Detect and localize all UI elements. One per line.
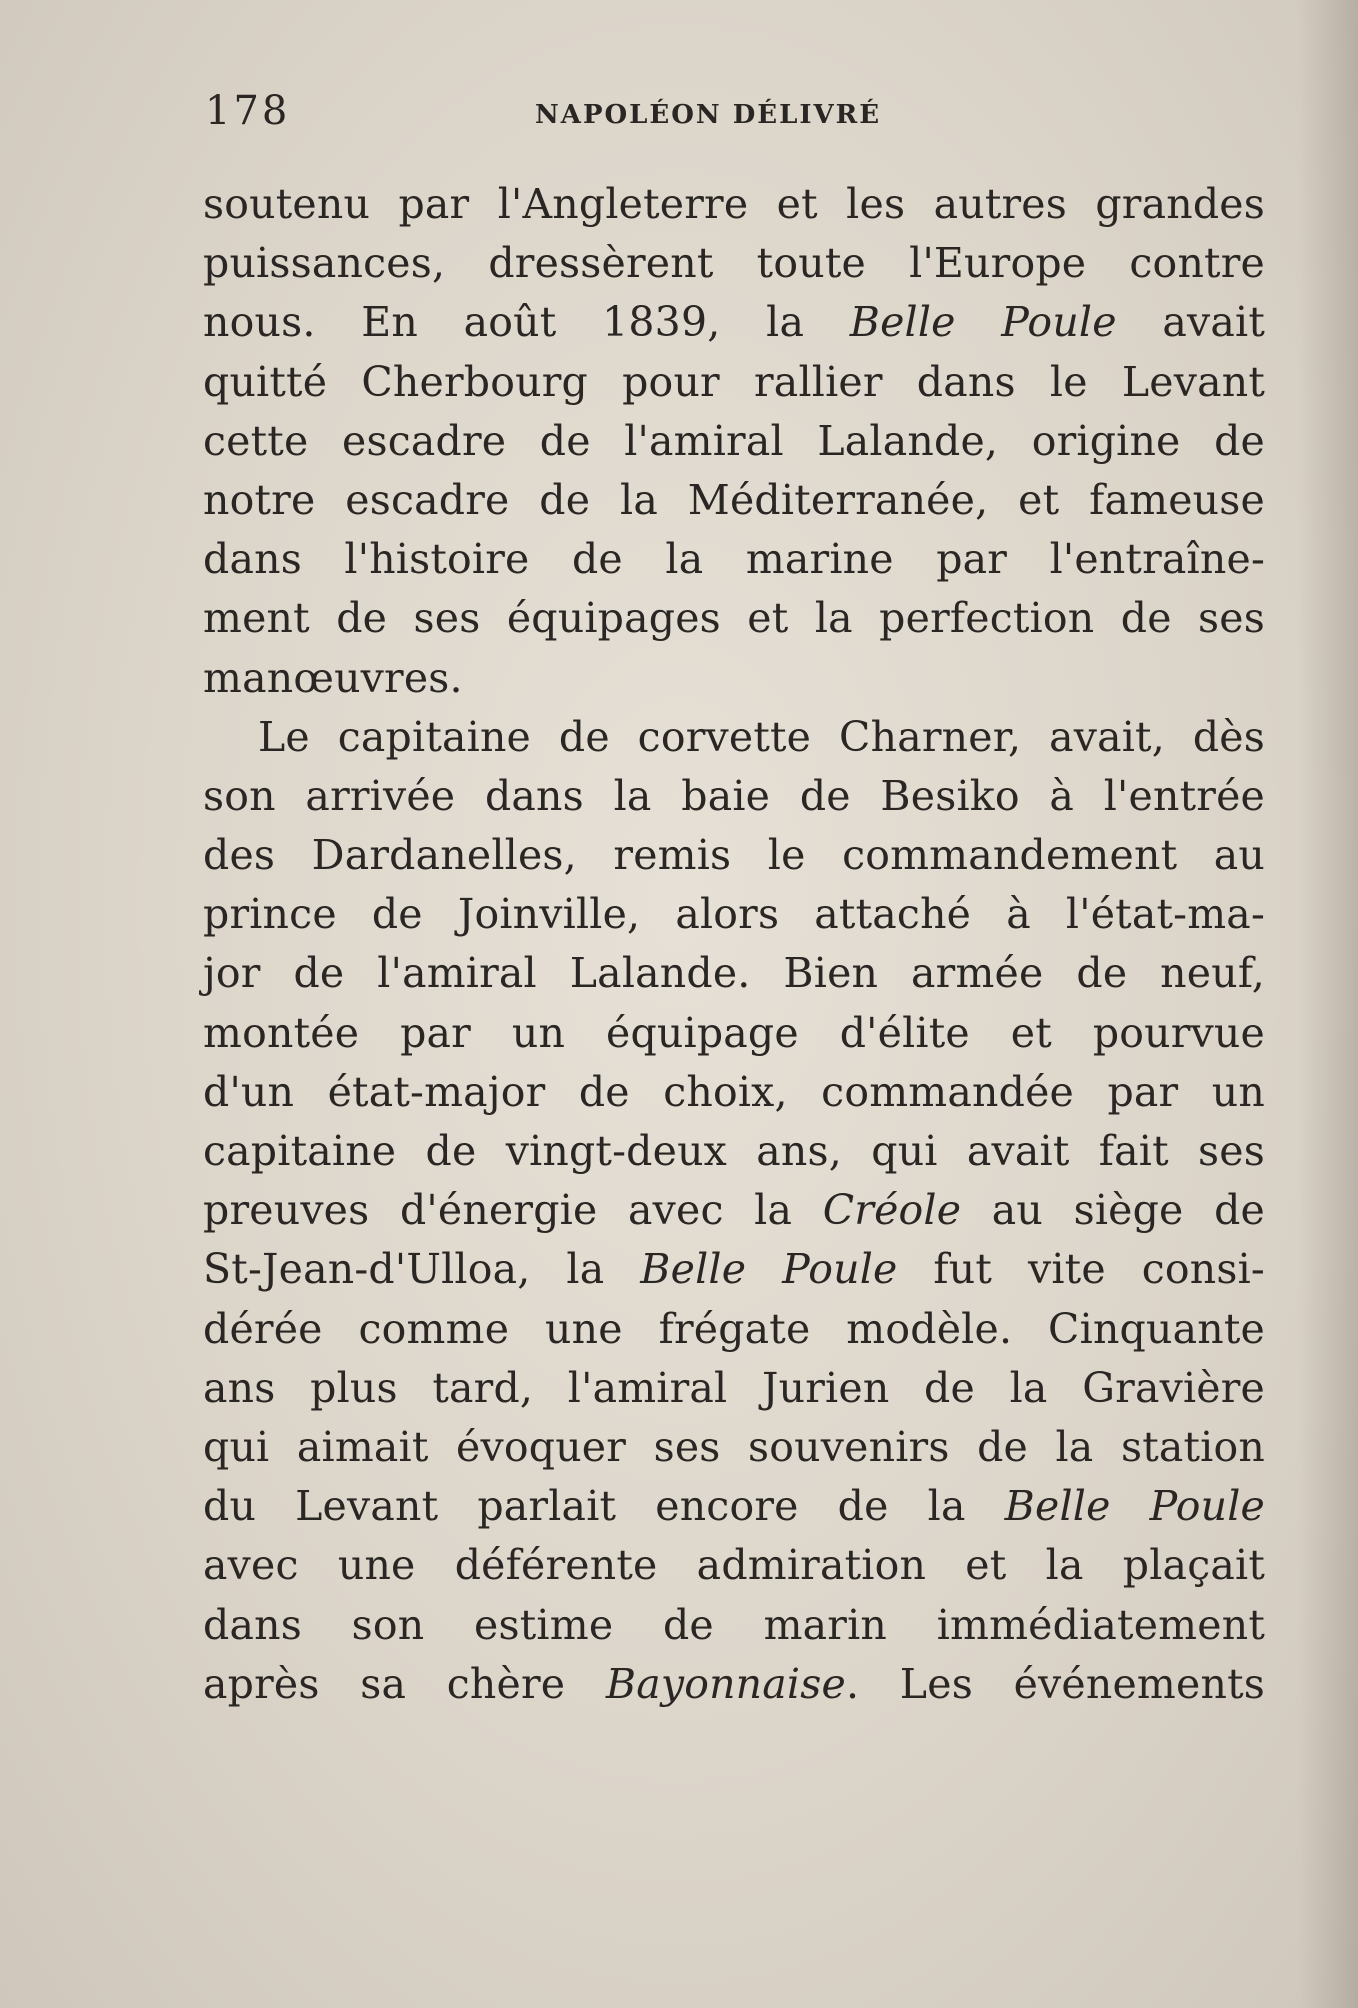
text-line: puissances, dressèrent toute l'Europe contre (203, 239, 1265, 288)
text-line: capitaine de vingt-deux ans, qui avait fait ses (203, 1127, 1265, 1175)
text-line: St-Jean-d'Ulloa, la Belle Poule fut vite consi- (203, 1245, 1265, 1294)
text-line: prince de Joinville, alors attaché à l'état-ma- (203, 890, 1265, 939)
text-line: son arrivée dans la baie de Besiko à l'entrée (203, 771, 1265, 820)
ship-name: Belle Poule (849, 298, 1117, 347)
text-line: après sa chère Bayonnaise. Les événements (203, 1659, 1265, 1708)
running-head (205, 88, 1265, 138)
text-line: manœuvres. (203, 653, 463, 702)
text-line: du Levant parlait encore de la Belle Poule (203, 1482, 1265, 1531)
text-line: ans plus tard, l'amiral Jurien de la Gravière (203, 1363, 1265, 1412)
text-line: Le capitaine de corvette Charner, avait, dès (258, 712, 1265, 761)
text-line: preuves d'énergie avec la Créole au siège de (203, 1186, 1265, 1235)
page-number: 178 (205, 88, 291, 134)
text-line: soutenu par l'Angleterre et les autres grandes (203, 180, 1265, 228)
text-line: d'un état-major de choix, commandée par un (203, 1067, 1265, 1116)
ship-name: Belle Poule (1004, 1482, 1265, 1531)
text-line: des Dardanelles, remis le commandement au (203, 831, 1265, 880)
text-line: cette escadre de l'amiral Lalande, origine de (203, 416, 1265, 465)
text-line: notre escadre de la Méditerranée, et fameuse (203, 475, 1265, 524)
running-title: NAPOLÉON DÉLIVRÉ (535, 100, 882, 130)
text-line: dans l'histoire de la marine par l'entraîne- (203, 535, 1265, 584)
body-text (203, 175, 1265, 1714)
text-line: dans son estime de marin immédiatement (203, 1600, 1265, 1649)
ship-name: Belle Poule (640, 1245, 898, 1294)
ship-name: Bayonnaise (605, 1659, 846, 1708)
page-edge-shadow (1298, 0, 1358, 2008)
ship-name: Créole (822, 1186, 962, 1235)
text-line: avec une déférente admiration et la plaçait (203, 1541, 1265, 1590)
text-line: dérée comme une frégate modèle. Cinquante (203, 1304, 1265, 1353)
text-line: jor de l'amiral Lalande. Bien armée de neuf, (203, 949, 1265, 998)
text-line: qui aimait évoquer ses souvenirs de la station (203, 1422, 1265, 1471)
text-line: nous. En août 1839, la Belle Poule avait (203, 298, 1266, 347)
text-line: montée par un équipage d'élite et pourvue (203, 1008, 1265, 1057)
text-line: quitté Cherbourg pour rallier dans le Levant (203, 357, 1265, 406)
text-line: ment de ses équipages et la perfection de ses (203, 594, 1265, 643)
